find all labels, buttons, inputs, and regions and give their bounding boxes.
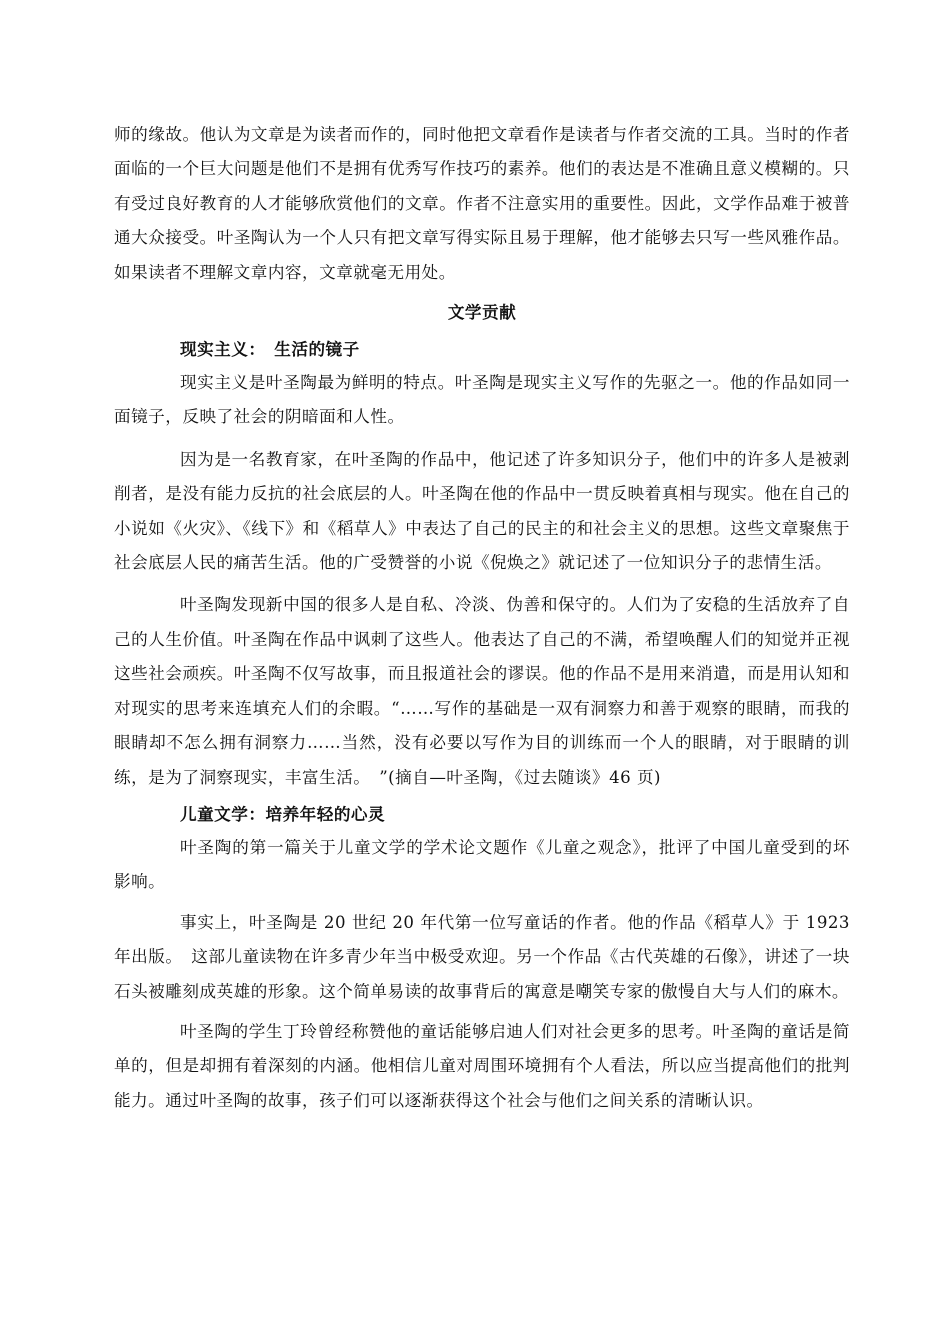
paragraph-realism-intro: 现实主义是叶圣陶最为鲜明的特点。叶圣陶是现实主义写作的先驱之一。他的作品如同一面镜子，反映了社会的阴暗面和人性。 bbox=[114, 373, 850, 427]
paragraph-continuation: 师的缘故。他认为文章是为读者而作的，同时他把文章看作是读者与作者交流的工具。当时的作者面临的一个巨大问题是他们不是拥有优秀写作技巧的素养。他们的表达是不准确且意义模糊的。只有受过良好教育的人才能够欣赏他们的文章。作者不注意实用的重要性。因此，文学作品难于被普通大众接受。叶圣陶认为一个人只有把文章写得实际且易于理解，他才能够去只写一些风雅作品。如果读者不理解文章内容，文章就毫无用处。 bbox=[114, 125, 850, 282]
paragraph-educator: 因为是一名教育家，在叶圣陶的作品中，他记述了许多知识分子，他们中的许多人是被剥削者，是没有能力反抗的社会底层的人。叶圣陶在他的作品中一贯反映着真相与现实。他在自己的小说如《火灾》、《线下》和《稻草人》中表达了自己的民主的和社会主义的思想。这些文章聚焦于社会底层人民的痛苦生活。他的广受赞誉的小说《倪焕之》就记述了一位知识分子的悲情生活。 bbox=[114, 449, 850, 573]
paragraph-fairy-tales: 事实上，叶圣陶是 20 世纪 20 年代第一位写童话的作者。他的作品《稻草人》于 1923 年出版。 这部儿童读物在许多青少年当中极受欢迎。另一个作品《古代英雄的石像》，讲述了一块石头被雕刻成英雄的形象。这个简单易读的故事背后的寓意是嘲笑专家的傲慢自大与人们的麻木。 bbox=[114, 912, 850, 1001]
paragraph-first-essay: 叶圣陶的第一篇关于儿童文学的学术论文题作《儿童之观念》，批评了中国儿童受到的坏影响。 bbox=[114, 837, 850, 892]
document-page bbox=[114, 118, 850, 1118]
subheading-children-literature: 儿童文学：培养年轻的心灵 bbox=[180, 803, 386, 824]
subheading-realism: 现实主义： 生活的镜子 bbox=[180, 339, 360, 360]
paragraph-society: 叶圣陶发现新中国的很多人是自私、冷淡、伪善和保守的。人们为了安稳的生活放弃了自己的人生价值。叶圣陶在作品中讽刺了这些人。他表达了自己的不满，希望唤醒人们的知觉并正视这些社会顽疾。叶圣陶不仅写故事，而且报道社会的谬误。他的作品不是用来消遣，而是用认知和对现实的思考来连填充人们的余暇。“……写作的基础是一双有洞察力和善于观察的眼睛，而我的眼睛却不怎么拥有洞察力……当然，没有必要以写作为目的训练而一个人的眼睛，对于眼睛的训练，是为了洞察现实，丰富生活。 ”(摘自—叶圣陶，《过去随谈》46 页) bbox=[114, 595, 850, 787]
paragraph-ding-ling: 叶圣陶的学生丁玲曾经称赞他的童话能够启迪人们对社会更多的思考。叶圣陶的童话是简单的，但是却拥有着深刻的内涵。他相信儿童对周围环境拥有个人看法，所以应当提高他们的批判能力。通过叶圣陶的故事，孩子们可以逐渐获得这个社会与他们之间关系的清晰认识。 bbox=[114, 1021, 850, 1110]
section-title: 文学贡献 bbox=[447, 302, 517, 323]
